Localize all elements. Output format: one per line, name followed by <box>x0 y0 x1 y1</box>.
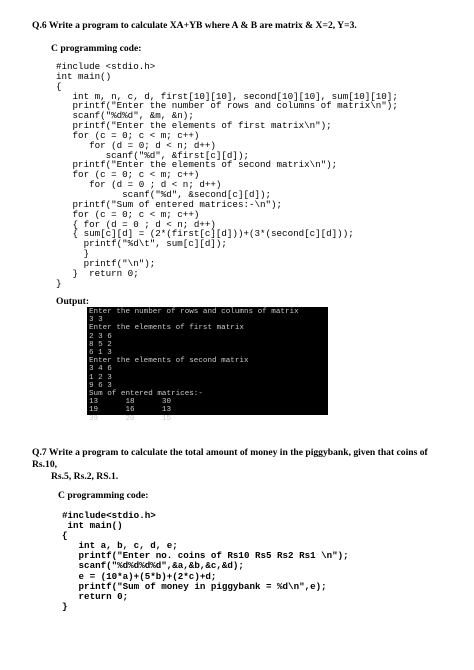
q7-code-heading: C programming code: <box>58 490 149 501</box>
q6-code-heading: C programming code: <box>51 43 142 54</box>
q6-console-output: Enter the number of rows and columns of matrix 3 3 Enter the elements of first matrix 2 3 6 8 5 2 6 1 3 Enter the elements of second matrix 3 4 6 1 2 3 9 6 3 Sum of entered matrices:- 13 18 30 19 16 13 39 20 15 <box>87 307 328 415</box>
q6-output-label: Output: <box>56 296 90 307</box>
q6-code-block: #include <stdio.h> int main() { int m, n, c, d, first[10][10], second[10][10], sum[10][10]; printf("Enter the number of rows and columns of matrix\n"); scanf("%d%d", &m, &n); printf("Enter the elements of first matrix\n"); for (c = 0; c < m; c++) for (d = 0; d < n; d++) scanf("%d", &first[c][d]); printf("Enter the elements of second matrix\n"); for (c = 0; c < m; c++) for (d = 0 ; d < n; d++) scanf("%d", &second[c][d]); printf("Sum of entered matrices:-\n"); for (c = 0; c < m; c++) { for (d = 0 ; d < n; d++) { sum[c][d] = (2*(first[c][d]))+(3*(second[c][d])); printf("%d\t", sum[c][d]); } printf("\n"); } return 0; } <box>56 61 398 289</box>
q7-title-line3: Rs.5, Rs.2, RS.1. <box>51 471 119 482</box>
q6-title: Q.6 Write a program to calculate XA+YB where A & B are matrix & X=2, Y=3. <box>32 20 357 31</box>
q7-title-line1: Q.7 Write a program to calculate the total amount of money in the piggybank, given that coins of <box>32 447 428 458</box>
q7-title-line2: Rs.10, <box>32 459 58 470</box>
q7-code-block: #include<stdio.h> int main() { int a, b, c, d, e; printf("Enter no. coins of Rs10 Rs5 Rs2 Rs1 \n"); scanf("%d%d%d%d",&a,&b,&c,&d); e = (10*a)+(5*b)+(2*c)+d; printf("Sum of money in piggybank = %d\n",e); return 0; } <box>62 510 349 612</box>
